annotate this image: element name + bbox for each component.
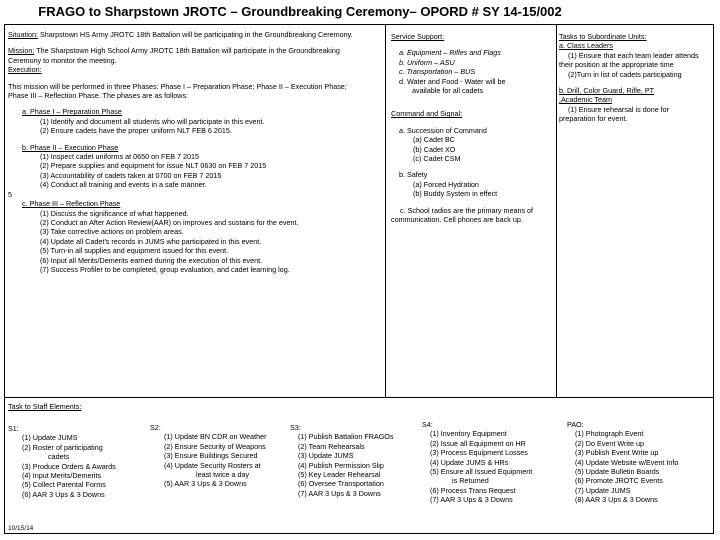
s3-item: (7) AAR 3 Ups & 3 Downs — [298, 488, 381, 498]
unit-b-title: b. Drill, Color Guard, Rifle, PT ,Academic Team — [559, 86, 655, 105]
s2-title: S2: — [150, 423, 161, 432]
s4-item: (1) Inventory Equipment — [430, 429, 507, 439]
s2-item: (1) Update BN CDR on Weather — [164, 432, 267, 442]
unit-b-item: (1) Ensure rehearsal is done for preparation for event. — [559, 104, 670, 124]
pao-item: (3) Publish Event Write up — [575, 448, 659, 458]
service-item: d. Water and Food - Water will be — [399, 76, 506, 86]
phase-c-item: (1) Discuss the significance of what happened. — [40, 208, 189, 218]
pao-item: (6) Promote JROTC Events — [575, 476, 663, 486]
operations-section — [8, 30, 380, 274]
pao-item: (7) Update JUMS — [575, 485, 631, 495]
date-stamp: 10/15/14 — [8, 525, 34, 532]
s1-item: (2) Roster of participating — [22, 442, 103, 452]
phase-a-item: (2) Ensure cadets have the proper uniform NLT FEB 6 2015. — [40, 126, 232, 136]
s2-item: (2) Ensure Security of Weapons — [164, 441, 266, 451]
service-item: a. Equipment – Rifles and Flags — [399, 48, 501, 58]
service-item: c. Transportation – BUS — [399, 67, 476, 77]
s4-item: (5) Ensure all Issued Equipment — [430, 467, 533, 477]
phase-b-title: b. Phase II – Execution Phase — [22, 142, 119, 152]
phase-b-item: (1) Inspect cadet uniforms at 0650 on FEB 7 2015 — [40, 152, 200, 162]
command-signal-label: Command and Signal: — [391, 109, 463, 119]
pao-item: (1) Photograph Event — [575, 429, 644, 439]
s3-item: (4) Publish Permission Slip — [298, 460, 384, 470]
service-support-section — [391, 32, 551, 225]
service-item: b. Uniform – ASU — [399, 57, 455, 67]
command-a-item: (c) Cadet CSM — [413, 154, 461, 164]
mission-text: The Sharpstown High School Army JROTC 18th Battalion will participate in the Groundbreaking Ceremony to monitor the meeting. — [8, 46, 340, 65]
command-a-item: (a) Cadet BC — [413, 135, 455, 145]
phase-a-title: a. Phase I – Preparation Phase — [22, 107, 122, 117]
pao-item: (5) Update Bulletin Boards — [575, 467, 660, 477]
phase-b-item: (2) Prepare supplies and equipment for issue NLT 0630 on FEB 7 2015 — [40, 161, 267, 171]
staff-pao — [567, 420, 717, 505]
execution-intro: This mission will be performed in three Phases: Phase I – Preparation Phase; Phase II – Execution Phase; Phase III – Reflection Phase. The phases are as follows: — [8, 81, 347, 101]
s1-item: (5) Collect Parental Forms — [22, 480, 106, 490]
s1-title: S1: — [8, 424, 19, 433]
command-a-item: (b) Cadet XO — [413, 144, 456, 154]
s1-item: (6) AAR 3 Ups & 3 Downs — [22, 489, 105, 499]
phase-c-item: (5) Turn-in all supplies and equipment issued for this event. — [40, 246, 229, 256]
s4-item: (6) Process Trans Request — [430, 485, 516, 495]
phase-c-item: (7) Success Profiler to be completed, group evaluation, and cadet learning log. — [40, 264, 290, 274]
s3-item: (5) Key Leader Rehearsal — [298, 470, 381, 480]
s2-item: least twice a day — [196, 470, 250, 480]
service-support-label: Service Support: — [391, 32, 445, 41]
service-item: available for all cadets — [412, 86, 484, 96]
s2-item: (5) AAR 3 Ups & 3 Downs — [164, 479, 247, 489]
staff-s3 — [290, 423, 420, 498]
column-divider — [385, 25, 386, 397]
s2-item: (4) Update Security Rosters at — [164, 460, 261, 470]
page-title: FRAGO to Sharpstown JROTC – Groundbreaking Ceremony– OPORD # SY 14-15/002 — [38, 4, 562, 19]
unit-a-title: a. Class Leaders — [559, 41, 613, 51]
pao-item: (8) AAR 3 Ups & 3 Downs — [575, 495, 658, 505]
s3-item: (6) Oversee Transportation — [298, 479, 384, 489]
s3-item: (2) Team Rehearsals — [298, 441, 365, 451]
s3-title: S3: — [290, 423, 301, 432]
s4-item: (7) AAR 3 Ups & 3 Downs — [430, 495, 513, 505]
s3-item: (3) Update JUMS — [298, 451, 354, 461]
staff-tasks-label: Task to Staff Elements: — [8, 402, 82, 411]
pao-item: (4) Update Website w/Event Info — [575, 457, 679, 467]
phase-a-item: (1) Identify and document all students who will participate in this event. — [40, 116, 265, 126]
s4-item: (3) Process Equipment Losses — [430, 448, 528, 458]
subordinate-tasks-section — [559, 32, 709, 124]
s4-title: S4: — [422, 420, 433, 429]
s4-item: (4) Update JUMS & HRs — [430, 457, 509, 467]
s1-item: (4) Input Merits/Demerits — [22, 471, 102, 481]
execution-label: Execution: — [8, 65, 42, 75]
command-a-title: a. Succession of Command — [399, 125, 487, 135]
phase-b-item: (3) Accountability of cadets taken at 0700 on FEB 7 2015 — [40, 170, 222, 180]
subordinate-tasks-label: Tasks to Subordinate Units: — [559, 32, 647, 41]
command-b-item: (b) Buddy System in effect — [413, 189, 498, 199]
column-divider — [556, 25, 557, 397]
command-b-item: (a) Forced Hydration — [413, 179, 479, 189]
unit-a-item: (1) Ensure that each team leader attends their position at the appropriate time — [559, 50, 699, 70]
staff-s2 — [150, 423, 290, 489]
situation-block — [8, 30, 353, 39]
s3-item: (1) Publish Battalion FRAGOs — [298, 432, 394, 442]
s4-item: (2) Issue all Equipment on HR — [430, 438, 526, 448]
phase-c-item: (4) Update all Cadet’s records in JUMS who participated in this event. — [40, 236, 262, 246]
pao-item: (2) Do Event Write up — [575, 438, 644, 448]
staff-s1 — [8, 424, 148, 499]
s2-item: (3) Ensure Buildings Secured — [164, 451, 258, 461]
s1-item: (1) Update JUMS — [22, 433, 78, 443]
phase-b-item: (4) Conduct all training and events in a safe manner. — [40, 180, 207, 190]
mission-block — [8, 46, 368, 65]
staff-s4 — [422, 420, 562, 505]
command-b-title: b. Safety — [399, 170, 428, 180]
phase-c-item: (3) Take corrective actions on problem areas. — [40, 227, 184, 237]
pao-title: PAO: — [567, 420, 584, 429]
row-divider — [5, 397, 713, 398]
s4-item: is Returned — [452, 476, 489, 486]
mission-label: Mission: — [8, 46, 35, 56]
s1-item: (3) Produce Orders & Awards — [22, 461, 116, 471]
section-number: 5 — [8, 189, 12, 199]
phase-c-title: c. Phase III – Reflection Phase — [22, 199, 121, 209]
situation-label: Situation: — [8, 30, 38, 39]
phase-c-item: (6) Input all Merits/Demerits earned during the execution of this event. — [40, 255, 263, 265]
s1-item: cadets — [48, 452, 70, 462]
unit-a-item: (2)Turn in list of cadets participating — [568, 69, 682, 79]
situation-text: Sharpstown HS Army JROTC 18th Battalion will be participating in the Groundbreaking Ceremony. — [39, 30, 353, 39]
phase-c-item: (2) Conduct an After Action Review(AAR) on improves and sustains for the event. — [40, 217, 299, 227]
command-c-text: c. School radios are the primary means of communication. Cell phones are back up. — [391, 205, 534, 225]
